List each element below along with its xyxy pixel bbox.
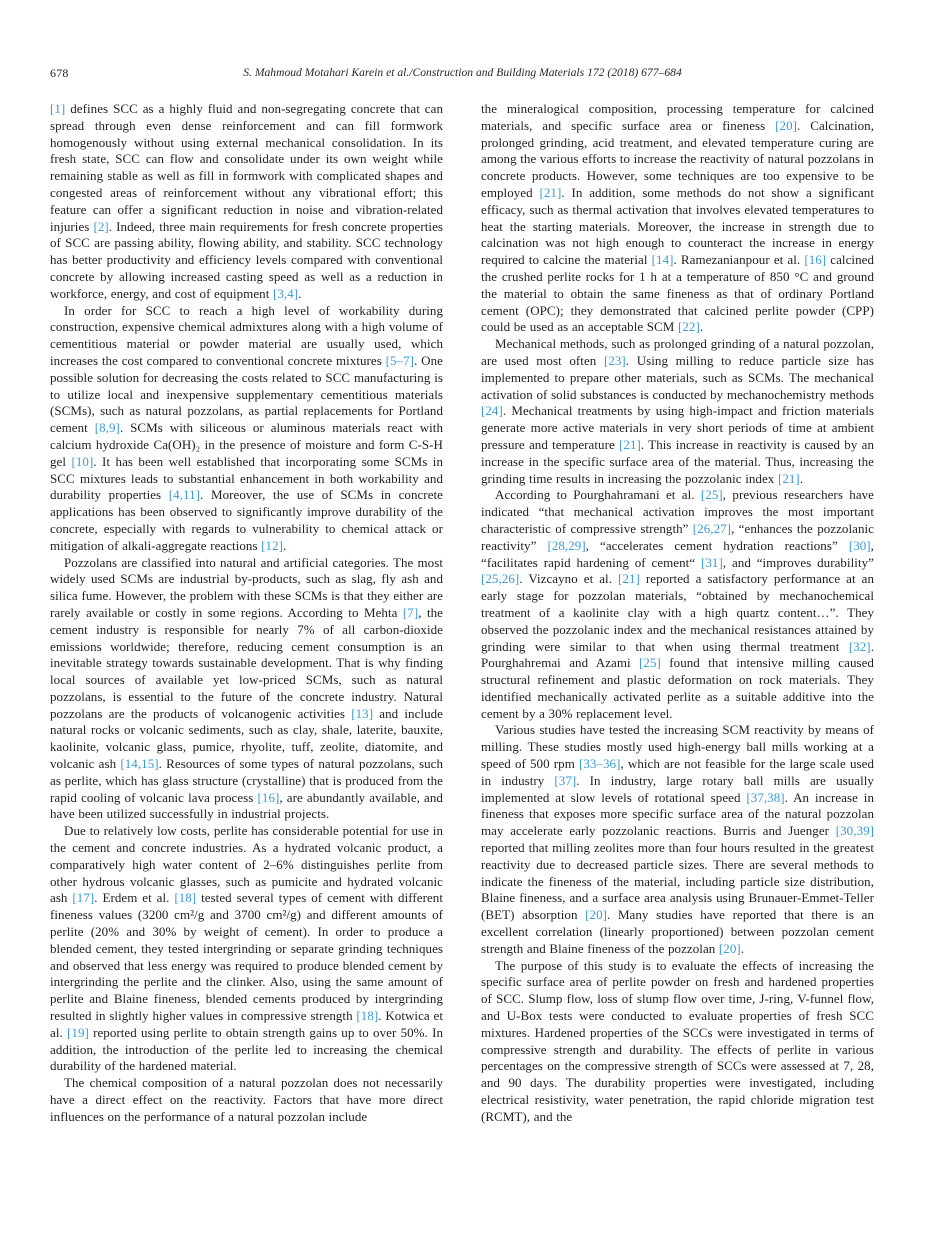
text-run: tested several types of cement with different fineness values (3200 cm²/g and 3700 cm²/g) and different amounts of perlite (20% and 30% by weight of cement). In order to produce a blended cement, they tested intergrinding or separate grinding techniques and observed that less energy was required to produce blended cement by intergrinding the perlite and the clinker. Also, using the same amount of perlite and Blaine fineness, blended cements produced by intergrinding resulted in slightly higher values in compressive strength: [50, 890, 443, 1024]
text-run: .: [799, 470, 804, 486]
text-run: . Mechanical treatments by using high-impact and friction materials generate more active materials in very short periods of time at ambient pressure and temperature: [481, 403, 874, 452]
citation-link[interactable]: [37]: [554, 772, 577, 788]
text-run: . In industry, large rotary ball mills are usually implemented at slow levels of rotational speed: [481, 772, 874, 805]
text-run: . Indeed, three main requirements for fresh concrete properties of SCC are passing ability, flowing ability, and stability. SCC technology has better productivity and efficiency levels compared with conventional concrete by allowing increased casting speed as well as a reduction in workforce, energy, and cost of equipment: [50, 218, 444, 301]
citation-link[interactable]: [18]: [174, 890, 197, 906]
text-run: the mineralogical composition, processing temperature for calcined materials, and specific surface area or fineness: [481, 101, 874, 133]
citation-link[interactable]: [5–7]: [385, 352, 415, 368]
text-run: . Vizcayno et al.: [519, 571, 619, 587]
text-run: and include natural rocks or volcanic sediments, such as clay, shale, laterite, bauxite, kaolinite, volcanic glass, pumice, rhyolite, tuff, zeolite, diatomite, and volcanic ash: [50, 705, 444, 772]
text-run: . Using milling to reduce particle size has implemented to prepare other materials, such as SCMs. The mechanical activation of solid substances is conducted by mechanochemistry methods: [481, 352, 874, 402]
paragraph: [481, 336, 874, 487]
paragraph: [481, 958, 874, 1126]
citation-link[interactable]: [20]: [775, 117, 798, 133]
citation-link[interactable]: [28,29]: [547, 537, 586, 553]
page-number: 678: [50, 66, 69, 80]
text-run: . One possible solution for decreasing the costs related to SCC manufacturing is to utilize local and inexpensive supplementary cementitious materials (SCMs), such as natural pozzolans, as partial replacements for Portland cement: [50, 352, 443, 436]
paragraph: [50, 303, 443, 555]
text-run: . Many studies have reported that there is an excellent correlation (linearly proportioned) between pozzolan cement strength and Blaine fineness of the pozzolan: [481, 907, 874, 956]
left-column: [50, 101, 443, 1126]
text-run: . Resources of some types of natural pozzolans, such as perlite, which has glass structure (crystalline) that is produced from the rapid cooling of volcanic lava process: [50, 756, 443, 805]
citation-link[interactable]: [7]: [402, 604, 419, 620]
text-run: reported that milling zeolites more than four hours resulted in the greatest reactivity due to decreased particle sizes. There are several methods to indicate the fineness of the material, including particle size distribution, Blaine fineness, and a surface area analysis using Brunauer-Emmet-Teller (BET) absorption: [481, 840, 874, 923]
text-run: found that intensive milling caused structural refinement and plastic deformation on rock materials. They identified mechanically activated perlite as a suitable additive into the cement by a 30% replacement level.: [481, 655, 874, 721]
text-run: Pozzolans are classified into natural and artificial categories. The most widely used SCMs are industrial by-products, such as slag, fly ash and silica fume. However, the problem with these SCMs is that they either are rarely available or costly in some regions. According to Mehta: [50, 554, 443, 620]
text-run: In order for SCC to reach a high level of workability during construction, expensive chemical admixtures along with a high volume of cementitious material or powder material are usually used, which increases the cost compared to conventional concrete mixtures: [50, 302, 443, 368]
text-run: . Calcination, prolonged grinding, acid treatment, and elevated temperature curing are among the various efforts to increase the reactivity of natural pozzolans in concrete products. However, some techniques are too expensive to be employed: [481, 117, 875, 200]
text-run: . This increase in reactivity is caused by an increase in the specific surface area of the material. Thus, increasing the grinding time results in increasing the pozzolanic index: [481, 436, 874, 486]
text-run: Various studies have tested the increasing SCM reactivity by means of milling. These studies mostly used high-energy ball mills working at a speed of 500 rpm: [481, 722, 874, 772]
citation-link[interactable]: [20]: [585, 907, 607, 923]
paragraph: [50, 823, 443, 1075]
running-header: [50, 66, 875, 84]
citation-link[interactable]: [18]: [356, 1008, 379, 1024]
citation-link[interactable]: [14,15]: [120, 756, 159, 772]
text-run: . SCMs with siliceous or aluminous materials react with calcium hydroxide Ca(OH)₂ in the presence of moisture and form C-S-H gel: [50, 420, 444, 469]
citation-link[interactable]: [25]: [700, 487, 723, 503]
paragraph: [50, 1075, 443, 1125]
text-run: Mechanical methods, such as prolonged grinding of a natural pozzolan, are used most often: [481, 336, 874, 368]
citation-link[interactable]: [14]: [651, 252, 674, 268]
text-run: . Ramezanianpour et al.: [673, 252, 805, 268]
text-run: Due to relatively low costs, perlite has considerable potential for use in the cement and concrete industries. As a hydrated volcanic product, a comparatively high water content of 2–6% distinguishes perlite from other hydrous volcanic glasses, such as pumicite and hydrated volcanic ash: [50, 823, 443, 906]
text-run: , “enhances the pozzolanic reactivity”: [481, 520, 874, 553]
paragraph: [481, 722, 874, 957]
citation-link[interactable]: [19]: [67, 1024, 89, 1040]
text-run: , are abundantly available, and have been utilized successfully in industrial projects.: [50, 789, 443, 822]
citation-link[interactable]: [22]: [677, 319, 700, 335]
citation-link[interactable]: [17]: [72, 890, 95, 906]
text-run: . Pourghahremai and Azami: [481, 638, 874, 671]
citation-link[interactable]: [21]: [618, 571, 640, 587]
citation-link[interactable]: [1]: [50, 101, 66, 116]
text-run: .: [699, 319, 704, 335]
text-run: . Moreover, the use of SCMs in concrete applications has been observed to significantly improve durability of the concrete, especially with regards to vulnerability to chemical attack or mitigation of alkali-aggregate reactions: [50, 487, 443, 553]
text-run: The purpose of this study is to evaluate the effects of increasing the specific surface area of perlite powder on fresh and hardened properties of SCC. Slump flow, loss of slump flow over time, J-ring, V-funnel flow, and U-Box tests were conducted to evaluate properties of fresh SCC mixtures. Hardened properties of the SCCs were investigated in terms of compressive strength and durability. The effects of perlite in various percentages on the compressive strength of SCCs were assessed at 7, 28, and 90 days. The durability properties were investigated, including electrical resistivity, water penetration, the rapid chloride migration test (RCMT), and the: [481, 957, 874, 1124]
citation-link[interactable]: [12]: [261, 537, 284, 553]
citation-link[interactable]: [16]: [257, 789, 280, 805]
paragraph: [50, 555, 443, 824]
citation-link[interactable]: [25,26]: [481, 571, 520, 587]
text-run: reported a satisfactory performance at an early stage for pozzolan materials, “obtained by mechanochemical treatment of a kaolinite clay with a high quartz content…”. They observed the pozzolanic index and the mechanical resistances attained by grinding were similar to that when using thermal treatment: [481, 571, 874, 654]
citation-link[interactable]: [25]: [639, 655, 661, 671]
text-run: . Erdem et al.: [94, 890, 175, 906]
text-run: , “facilitates rapid hardening of cement“: [481, 537, 874, 570]
citation-link[interactable]: [3,4]: [272, 285, 299, 301]
text-run: . An increase in fineness that exposes more specific surface area of the natural pozzolan may accelerate early pozzolanic reactions. Burris and Juenger: [481, 789, 874, 839]
citation-link[interactable]: [8,9]: [94, 420, 120, 436]
text-run: defines SCC as a highly fluid and non-segregating concrete that can spread through even dense reinforcement and can fill formwork homogenously without using external mechanical consolidation. In its fresh state, SCC can flow and consolidate under its own weight while remaining stable as well as fill in formwork with complicated shapes and congested areas of reinforcement without any vibrational effort; this feature can offer a significant reduction in noise and vibration-related injuries: [50, 101, 443, 234]
text-run: According to Pourghahramani et al.: [495, 487, 701, 503]
text-run: . In addition, some methods do not show a significant efficacy, such as thermal activation that involves elevated temperatures to heat the starting materials. Moreover, the increase in strength due to calcination was not high enough to counteract the increase in energy required to calcine the material: [481, 184, 875, 268]
citation-link[interactable]: [24]: [481, 403, 503, 419]
citation-link[interactable]: [20]: [718, 940, 741, 956]
paragraph: [481, 101, 874, 336]
citation-link[interactable]: [37,38]: [746, 789, 785, 805]
two-column-body: [50, 101, 875, 1126]
paragraph: [481, 487, 874, 722]
text-run: calcined the crushed perlite rocks for 1 h at a temperature of 850 °C and ground the material to obtain the same fineness as that of ordinary Portland cement (OPC); they demonstrated that calcined perlite powder (CPP) could be used as an acceptable SCM: [481, 252, 874, 335]
citation-link[interactable]: [16]: [804, 252, 827, 268]
text-run: .: [740, 940, 745, 956]
text-run: .: [283, 537, 287, 553]
citation-link[interactable]: [26,27]: [692, 520, 732, 536]
citation-link[interactable]: [4,11]: [168, 487, 201, 503]
text-run: , previous researchers have indicated “that mechanical activation improves the most important characteristic of compressive strength”: [481, 487, 875, 536]
citation-link[interactable]: [30]: [848, 537, 871, 553]
citation-link[interactable]: [31]: [700, 554, 723, 570]
text-run: , the cement industry is responsible for nearly 7% of all carbon-dioxide emissions worldwide; therefore, reducing cement consumption is an inevitable strategy towards sustainable development. That is why finding local sources of available yet low-priced SCMs, such as natural pozzolans, is essential to the future of the concrete industry. Natural pozzolans are the products of volcanogenic activities: [50, 604, 443, 721]
citation-link[interactable]: [32]: [848, 638, 871, 654]
citation-link[interactable]: [21]: [539, 184, 562, 200]
citation-link[interactable]: [2]: [93, 218, 109, 234]
running-title: S. Mahmoud Motahari Karein et al./Construction and Building Materials 172 (2018) 677–684: [243, 66, 682, 79]
text-run: , and “improves durability”: [722, 554, 874, 570]
citation-link[interactable]: [30,39]: [835, 823, 874, 839]
text-run: , which are not feasible for the large scale used in industry: [481, 756, 875, 788]
citation-link[interactable]: [10]: [71, 453, 94, 469]
text-run: , “accelerates cement hydration reactions”: [585, 537, 849, 553]
text-run: . Kotwica et al.: [50, 1008, 443, 1040]
citation-link[interactable]: [13]: [351, 705, 374, 721]
citation-link[interactable]: [21]: [619, 436, 641, 452]
text-run: The chemical composition of a natural pozzolan does not necessarily have a direct effect on the reactivity. Factors that have more direct influences on the performance of a natural pozzolan include: [50, 1075, 443, 1124]
text-run: .: [298, 285, 302, 301]
right-column: [481, 101, 874, 1126]
paragraph: [50, 101, 443, 303]
citation-link[interactable]: [33–36]: [578, 756, 621, 772]
text-run: reported using perlite to obtain strength gains up to over 50%. In addition, the introduction of the perlite led to increasing the chemical durability of the hardened material.: [50, 1024, 443, 1074]
citation-link[interactable]: [21]: [777, 470, 800, 486]
text-run: . It has been well established that incorporating some SCMs in SCC mixtures leads to substantial enhancement in both workability and durability properties: [50, 453, 443, 503]
citation-link[interactable]: [23]: [603, 352, 626, 368]
